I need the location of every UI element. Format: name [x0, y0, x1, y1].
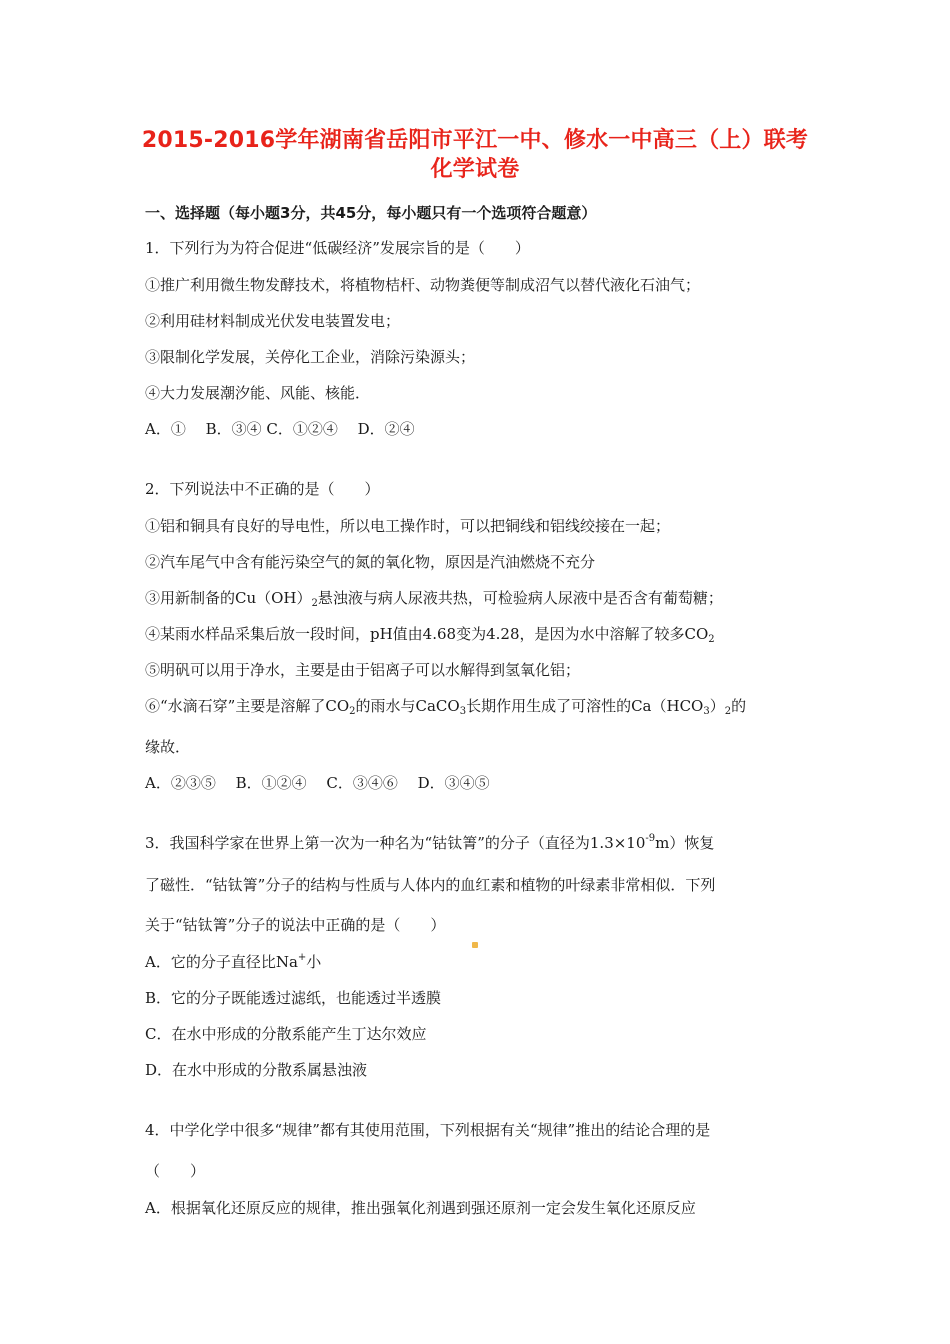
q2-item-6-continued: 缘故．	[145, 738, 191, 756]
q3-option-b: B．它的分子既能透过滤纸，也能透过半透膜	[145, 989, 442, 1007]
q3-option-a: A．它的分子直径比Na+小	[145, 952, 322, 971]
q2-item-2: ②汽车尾气中含有能污染空气的氮的氧化物，原因是汽油燃烧不充分	[145, 553, 596, 571]
q3-stem-line-2: 了磁性．“钴钛箐”分子的结构与性质与人体内的血红素和植物的叶绿素非常相似．下列	[145, 876, 716, 894]
q2-options: A．②③⑤ B．①②④ C．③④⑥ D．③④⑤	[145, 774, 490, 792]
section-heading: 一、选择题（每小题3分，共45分，每小题只有一个选项符合题意）	[145, 204, 597, 222]
q3-stem-line-1: 3．我国科学家在世界上第一次为一种名为“钴钛箐”的分子（直径为$1.3\times 10^{-9}m$）恢复	[145, 833, 715, 852]
q1-item-2: ②利用硅材料制成光伏发电装置发电；	[145, 312, 401, 330]
q3-stem-line-3: 关于“钴钛箐”分子的说法中正确的是（ ）	[145, 916, 446, 934]
q2-item-3: ③用新制备的$Cu(OH)_2$悬浊液与病人尿液共热，可检验病人尿液中是否含有葡萄糖；	[145, 589, 723, 609]
exam-subtitle: 化学试卷	[430, 157, 520, 182]
q3-option-d: D．在水中形成的分散系属悬浊液	[145, 1061, 368, 1079]
q1-item-3: ③限制化学发展，关停化工企业，消除污染源头；	[145, 348, 476, 366]
q1-stem: 1．下列行为为符合促进“低碳经济”发展宗旨的是（ ）	[145, 239, 530, 257]
ink-mark	[472, 942, 478, 948]
q4-stem-line-2: （ ）	[145, 1162, 206, 1180]
q3-option-c: C．在水中形成的分散系能产生丁达尔效应	[145, 1025, 427, 1043]
q2-stem: 2．下列说法中不正确的是（ ）	[145, 480, 380, 498]
q1-item-4: ④大力发展潮汐能、风能、核能．	[145, 384, 371, 402]
q4-option-a: A．根据氧化还原反应的规律，推出强氧化剂遇到强还原剂一定会发生氧化还原反应	[145, 1199, 696, 1217]
q1-options: A．① B．③④ C．①②④ D．②④	[145, 420, 415, 438]
q4-stem-line-1: 4．中学化学中很多“规律”都有其使用范围，下列根据有关“规律”推出的结论合理的是	[145, 1121, 711, 1139]
q2-item-1: ①铝和铜具有良好的导电性，所以电工操作时，可以把铜线和铝线绞接在一起；	[145, 517, 671, 535]
q2-item-5: ⑤明矾可以用于净水，主要是由于铝离子可以水解得到氢氧化铝；	[145, 661, 581, 679]
q2-item-4: ④某雨水样品采集后放一段时间，pH值由4.68变为4.28，是因为水中溶解了较多$CO_2$	[145, 625, 715, 645]
q1-item-1: ①推广利用微生物发酵技术，将植物桔杆、动物粪便等制成沼气以替代液化石油气；	[145, 276, 701, 294]
q2-item-6: ⑥“水滴石穿”主要是溶解了$CO_2$的雨水与CaCO$_3$长期作用生成了可溶性的$Ca(HCO_3)_2$的	[145, 697, 747, 717]
exam-title: 2015-2016学年湖南省岳阳市平江一中、修水一中高三（上）联考	[141, 128, 809, 153]
